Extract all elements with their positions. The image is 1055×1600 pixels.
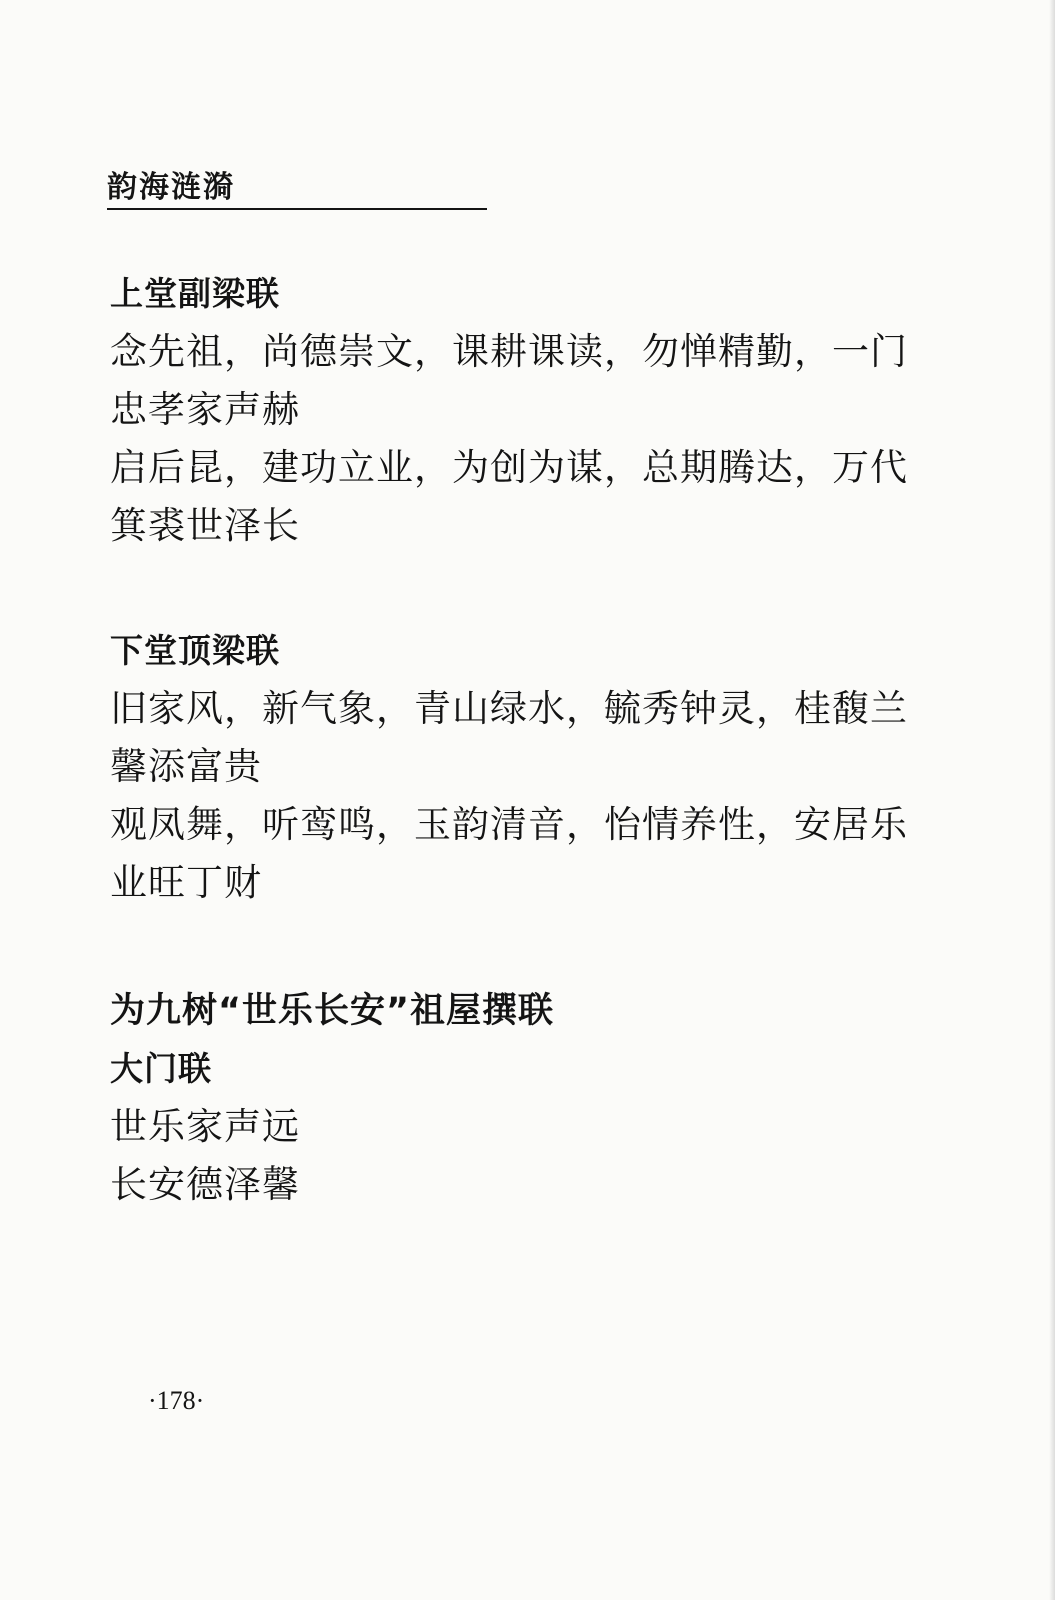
couplet-section-upper-hall [110, 265, 910, 555]
section-heading: 下堂顶梁联 [110, 631, 280, 670]
couplet-section-ancestral-house [110, 982, 910, 1214]
couplet-line: 长安德泽馨 [110, 1163, 300, 1206]
couplet-line: 观凤舞，听鸾鸣，玉韵清音，怡情养性，安居乐 [110, 803, 908, 846]
sub-heading: 大门联 [110, 1049, 212, 1088]
couplet-line: 馨添富贵 [110, 745, 262, 788]
section-title: 为九树“世乐长安”祖屋撰联 [110, 991, 555, 1031]
couplet-line: 启后昆，建功立业，为创为谋，总期腾达，万代 [110, 446, 908, 489]
section-heading: 上堂副梁联 [110, 274, 280, 313]
couplet-line: 世乐家声远 [110, 1105, 300, 1148]
running-head: 韵海涟漪 [107, 170, 487, 210]
couplet-line: 念先祖，尚德崇文，课耕课读，勿惮精勤，一门 [110, 330, 908, 373]
page-number: ·178· [148, 1386, 205, 1415]
couplet-section-lower-hall [110, 622, 910, 912]
couplet-line: 业旺丁财 [110, 861, 262, 904]
couplet-line: 箕裘世泽长 [110, 504, 300, 547]
couplet-line: 忠孝家声赫 [110, 388, 300, 431]
page-edge-shadow [1049, 0, 1055, 1600]
couplet-line: 旧家风，新气象，青山绿水，毓秀钟灵，桂馥兰 [110, 687, 908, 730]
